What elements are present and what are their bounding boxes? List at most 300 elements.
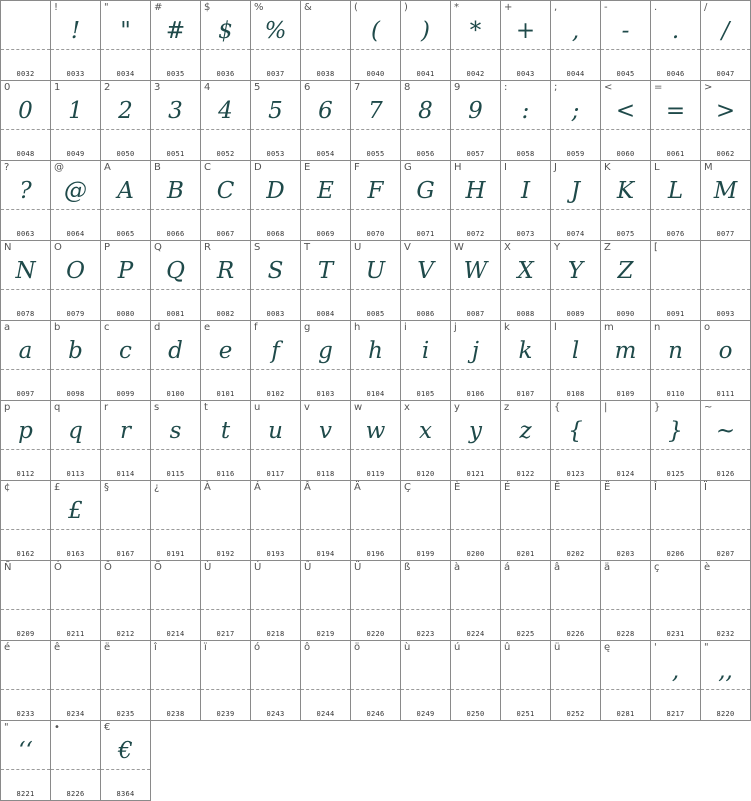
baseline-guide <box>451 289 500 290</box>
baseline-guide <box>401 369 450 370</box>
baseline-guide <box>101 529 150 530</box>
font-glyph: : <box>521 98 530 124</box>
glyph-cell <box>350 0 401 81</box>
reference-character: ę <box>604 642 611 653</box>
glyph-cell <box>150 560 201 641</box>
baseline-guide <box>51 129 100 130</box>
character-code: 0194 <box>316 550 335 558</box>
character-code: 0118 <box>316 470 335 478</box>
character-code: 0235 <box>116 710 135 718</box>
glyph-cell <box>0 640 51 721</box>
font-glyph: z <box>519 418 532 444</box>
font-glyph: 3 <box>168 98 183 124</box>
baseline-guide <box>651 609 700 610</box>
reference-character: k <box>504 322 510 333</box>
font-glyph: r <box>120 418 131 444</box>
baseline-guide <box>351 129 400 130</box>
character-code: 0102 <box>266 390 285 398</box>
baseline-guide <box>251 609 300 610</box>
character-code: 0056 <box>416 150 435 158</box>
baseline-guide <box>151 609 200 610</box>
reference-character: # <box>154 2 163 13</box>
reference-character: < <box>604 82 613 93</box>
character-code: 0063 <box>16 230 35 238</box>
reference-character: î <box>154 642 157 653</box>
glyph-cell <box>550 80 601 161</box>
reference-character: + <box>504 2 513 13</box>
baseline-guide <box>551 529 600 530</box>
reference-character: W <box>454 242 464 253</box>
baseline-guide <box>401 689 450 690</box>
reference-character: Ö <box>154 562 162 573</box>
reference-character: > <box>704 82 713 93</box>
baseline-guide <box>251 129 300 130</box>
character-code: 0066 <box>166 230 185 238</box>
reference-character: ( <box>354 2 358 13</box>
reference-character: á <box>504 562 511 573</box>
baseline-guide <box>251 369 300 370</box>
reference-character: $ <box>204 2 211 13</box>
glyph-cell <box>550 480 601 561</box>
glyph-cell <box>500 0 551 81</box>
character-code: 0077 <box>716 230 735 238</box>
font-glyph: 9 <box>468 98 483 124</box>
character-code: 8364 <box>116 790 135 798</box>
glyph-cell <box>650 560 701 641</box>
font-glyph: y <box>469 418 482 444</box>
baseline-guide <box>1 289 50 290</box>
reference-character: : <box>504 82 508 93</box>
reference-character: " <box>104 2 109 13</box>
character-code: 0058 <box>516 150 535 158</box>
character-code: 0233 <box>16 710 35 718</box>
reference-character: } <box>654 402 661 413</box>
character-code: 0250 <box>466 710 485 718</box>
character-code: 0053 <box>266 150 285 158</box>
reference-character: ó <box>254 642 261 653</box>
baseline-guide <box>601 369 650 370</box>
reference-character: w <box>354 402 363 413</box>
reference-character: Y <box>554 242 561 253</box>
font-glyph: L <box>667 178 684 204</box>
glyph-cell <box>600 480 651 561</box>
glyph-cell <box>50 240 101 321</box>
character-code: 0231 <box>666 630 685 638</box>
character-code: 0082 <box>216 310 235 318</box>
character-code: 0220 <box>366 630 385 638</box>
font-glyph: / <box>721 18 730 44</box>
baseline-guide <box>251 449 300 450</box>
glyph-cell <box>500 240 551 321</box>
glyph-cell <box>550 640 601 721</box>
baseline-guide <box>201 689 250 690</box>
glyph-cell <box>250 560 301 641</box>
baseline-guide <box>401 129 450 130</box>
glyph-cell <box>100 480 151 561</box>
reference-character: é <box>4 642 11 653</box>
character-code: 0048 <box>16 150 35 158</box>
character-code: 0040 <box>366 70 385 78</box>
baseline-guide <box>151 129 200 130</box>
glyph-cell <box>550 0 601 81</box>
font-glyph: s <box>169 418 182 444</box>
reference-character: F <box>354 162 360 173</box>
reference-character: - <box>604 2 608 13</box>
character-code: 0079 <box>66 310 85 318</box>
glyph-cell <box>550 400 601 481</box>
reference-character: Ú <box>254 562 262 573</box>
reference-character: È <box>454 482 461 493</box>
glyph-cell <box>50 160 101 241</box>
glyph-cell <box>100 720 151 801</box>
reference-character: e <box>204 322 211 333</box>
glyph-cell <box>600 560 651 641</box>
font-glyph: a <box>18 338 33 364</box>
glyph-cell <box>650 320 701 401</box>
font-glyph: < <box>615 98 636 124</box>
character-code: 8220 <box>716 710 735 718</box>
glyph-cell <box>200 80 251 161</box>
font-glyph: q <box>68 418 83 444</box>
character-code: 0124 <box>616 470 635 478</box>
font-glyph: ? <box>19 178 32 204</box>
reference-character: ~ <box>704 402 713 413</box>
font-glyph: R <box>216 258 235 284</box>
reference-character: E <box>304 162 311 173</box>
glyph-cell <box>400 0 451 81</box>
character-code: 0232 <box>716 630 735 638</box>
baseline-guide <box>451 49 500 50</box>
character-code: 0059 <box>566 150 585 158</box>
reference-character: Ä <box>354 482 361 493</box>
font-glyph: 5 <box>268 98 283 124</box>
baseline-guide <box>401 529 450 530</box>
reference-character: 6 <box>304 82 311 93</box>
baseline-guide <box>151 209 200 210</box>
baseline-guide <box>601 209 650 210</box>
reference-character: l <box>554 322 557 333</box>
reference-character: J <box>554 162 557 173</box>
reference-character: ¢ <box>4 482 11 493</box>
baseline-guide <box>301 609 350 610</box>
character-code: 0049 <box>66 150 85 158</box>
glyph-cell <box>550 560 601 641</box>
character-code: 0238 <box>166 710 185 718</box>
baseline-guide <box>51 289 100 290</box>
glyph-cell <box>450 240 501 321</box>
character-code: 0110 <box>666 390 685 398</box>
baseline-guide <box>501 449 550 450</box>
reference-character: Z <box>604 242 611 253</box>
reference-character: G <box>404 162 412 173</box>
font-glyph: 0 <box>18 98 33 124</box>
glyph-cell <box>200 160 251 241</box>
font-glyph: H <box>465 178 486 204</box>
character-code: 0072 <box>466 230 485 238</box>
reference-character: Ï <box>704 482 707 493</box>
glyph-cell <box>700 0 751 81</box>
reference-character: A <box>104 162 111 173</box>
glyph-cell <box>200 480 251 561</box>
glyph-cell <box>700 160 751 241</box>
glyph-cell <box>350 80 401 161</box>
character-code: 0065 <box>116 230 135 238</box>
character-code: 0046 <box>666 70 685 78</box>
character-code: 0076 <box>666 230 685 238</box>
character-code: 0202 <box>566 550 585 558</box>
character-code: 0209 <box>16 630 35 638</box>
reference-character: z <box>504 402 510 413</box>
baseline-guide <box>551 369 600 370</box>
character-code: 0068 <box>266 230 285 238</box>
reference-character: M <box>704 162 713 173</box>
glyph-cell <box>350 160 401 241</box>
glyph-cell <box>350 640 401 721</box>
glyph-cell <box>50 560 101 641</box>
reference-character: y <box>454 402 460 413</box>
baseline-guide <box>551 129 600 130</box>
glyph-cell <box>0 160 51 241</box>
glyph-cell <box>200 560 251 641</box>
glyph-cell <box>450 560 501 641</box>
glyph-cell <box>100 0 151 81</box>
baseline-guide <box>451 209 500 210</box>
reference-character: ê <box>54 642 61 653</box>
font-glyph: B <box>167 178 184 204</box>
glyph-cell <box>550 160 601 241</box>
reference-character: ; <box>554 82 558 93</box>
reference-character: " <box>4 722 9 733</box>
character-code: 0064 <box>66 230 85 238</box>
reference-character: Â <box>304 482 311 493</box>
glyph-cell <box>600 400 651 481</box>
reference-character: u <box>254 402 261 413</box>
baseline-guide <box>101 689 150 690</box>
font-glyph: N <box>15 258 36 284</box>
reference-character: £ <box>54 482 61 493</box>
character-code: 0207 <box>716 550 735 558</box>
glyph-cell <box>600 320 651 401</box>
reference-character: ù <box>404 642 411 653</box>
glyph-cell <box>400 400 451 481</box>
font-glyph: Y <box>567 258 584 284</box>
baseline-guide <box>401 49 450 50</box>
glyph-cell <box>700 560 751 641</box>
reference-character: Ô <box>104 562 112 573</box>
font-glyph: M <box>713 178 738 204</box>
character-code: 0105 <box>416 390 435 398</box>
baseline-guide <box>201 209 250 210</box>
reference-character: B <box>154 162 161 173</box>
character-code: 0080 <box>116 310 135 318</box>
character-code: 0246 <box>366 710 385 718</box>
character-code: 0097 <box>16 390 35 398</box>
font-glyph: 1 <box>68 98 83 124</box>
font-glyph: J <box>570 178 581 204</box>
character-code: 0070 <box>366 230 385 238</box>
baseline-guide <box>151 369 200 370</box>
glyph-cell <box>300 640 351 721</box>
reference-character: ' <box>654 642 657 653</box>
character-code: 0104 <box>366 390 385 398</box>
font-glyph: V <box>417 258 434 284</box>
reference-character: | <box>604 402 608 413</box>
reference-character: Q <box>154 242 162 253</box>
reference-character: 9 <box>454 82 461 93</box>
baseline-guide <box>101 209 150 210</box>
font-glyph: 7 <box>368 98 383 124</box>
reference-character: 5 <box>254 82 261 93</box>
glyph-cell <box>350 240 401 321</box>
baseline-guide <box>701 49 750 50</box>
glyph-cell <box>400 160 451 241</box>
baseline-guide <box>1 609 50 610</box>
font-glyph: u <box>268 418 283 444</box>
baseline-guide <box>701 369 750 370</box>
glyph-cell <box>250 240 301 321</box>
character-code: 0093 <box>716 310 735 318</box>
character-code: 0111 <box>716 390 735 398</box>
reference-character: j <box>454 322 457 333</box>
glyph-cell <box>500 160 551 241</box>
character-code: 0099 <box>116 390 135 398</box>
character-code: 0206 <box>666 550 685 558</box>
baseline-guide <box>651 449 700 450</box>
baseline-guide <box>251 209 300 210</box>
reference-character: ? <box>4 162 10 173</box>
character-code: 0101 <box>216 390 235 398</box>
font-glyph: 8 <box>418 98 433 124</box>
character-code: 0061 <box>666 150 685 158</box>
glyph-cell <box>450 160 501 241</box>
baseline-guide <box>201 49 250 50</box>
reference-character: h <box>354 322 361 333</box>
baseline-guide <box>501 689 550 690</box>
font-glyph: . <box>671 18 680 44</box>
font-glyph: Q <box>166 258 185 284</box>
character-code: 0244 <box>316 710 335 718</box>
character-code: 0045 <box>616 70 635 78</box>
character-code: 0083 <box>266 310 285 318</box>
baseline-guide <box>501 209 550 210</box>
baseline-guide <box>101 49 150 50</box>
baseline-guide <box>701 129 750 130</box>
reference-character: Ù <box>204 562 212 573</box>
character-code: 0223 <box>416 630 435 638</box>
baseline-guide <box>201 289 250 290</box>
glyph-cell <box>0 560 51 641</box>
baseline-guide <box>201 449 250 450</box>
reference-character: f <box>254 322 258 333</box>
character-code: 0073 <box>516 230 535 238</box>
font-glyph: 4 <box>218 98 233 124</box>
reference-character: ö <box>354 642 361 653</box>
baseline-guide <box>501 529 550 530</box>
character-code: 0042 <box>466 70 485 78</box>
glyph-cell <box>0 80 51 161</box>
baseline-guide <box>301 209 350 210</box>
baseline-guide <box>601 449 650 450</box>
font-glyph: d <box>168 338 183 364</box>
glyph-cell <box>150 0 201 81</box>
glyph-cell <box>300 240 351 321</box>
glyph-cell <box>700 480 751 561</box>
baseline-guide <box>301 49 350 50</box>
baseline-guide <box>351 209 400 210</box>
character-code: 0251 <box>516 710 535 718</box>
reference-character: D <box>254 162 262 173</box>
glyph-cell <box>650 400 701 481</box>
baseline-guide <box>651 49 700 50</box>
glyph-cell <box>400 320 451 401</box>
baseline-guide <box>251 529 300 530</box>
font-glyph: O <box>66 258 85 284</box>
reference-character: a <box>4 322 11 333</box>
font-glyph: + <box>515 18 536 44</box>
character-code: 0119 <box>366 470 385 478</box>
glyph-cell <box>50 480 101 561</box>
reference-character: À <box>204 482 211 493</box>
glyph-cell <box>150 480 201 561</box>
font-glyph: S <box>267 258 284 284</box>
font-glyph: m <box>614 338 637 364</box>
character-code: 0122 <box>516 470 535 478</box>
glyph-cell <box>100 240 151 321</box>
glyph-cell <box>650 0 701 81</box>
character-code: 0067 <box>216 230 235 238</box>
font-glyph: v <box>319 418 332 444</box>
character-code: 0103 <box>316 390 335 398</box>
font-glyph: } <box>668 418 683 444</box>
reference-character: = <box>654 82 663 93</box>
glyph-cell <box>250 160 301 241</box>
character-code: 8226 <box>66 790 85 798</box>
reference-character: 4 <box>204 82 211 93</box>
character-code: 0249 <box>416 710 435 718</box>
font-glyph: = <box>665 98 686 124</box>
character-code: 0162 <box>16 550 35 558</box>
character-code: 0107 <box>516 390 535 398</box>
reference-character: S <box>254 242 261 253</box>
baseline-guide <box>151 529 200 530</box>
baseline-guide <box>51 49 100 50</box>
reference-character: s <box>154 402 160 413</box>
character-code: 0112 <box>16 470 35 478</box>
font-glyph: # <box>165 18 186 44</box>
font-glyph: ,, <box>718 658 733 684</box>
character-code: 0062 <box>716 150 735 158</box>
glyph-cell <box>350 560 401 641</box>
baseline-guide <box>601 609 650 610</box>
glyph-cell <box>700 240 751 321</box>
baseline-guide <box>51 769 100 770</box>
reference-character: Ü <box>354 562 362 573</box>
glyph-cell <box>500 640 551 721</box>
glyph-cell <box>250 480 301 561</box>
baseline-guide <box>51 529 100 530</box>
baseline-guide <box>651 129 700 130</box>
reference-character: û <box>504 642 511 653</box>
glyph-cell <box>300 160 351 241</box>
character-code: 0201 <box>516 550 535 558</box>
font-glyph: , <box>671 658 680 684</box>
glyph-cell <box>0 240 51 321</box>
character-code: 0239 <box>216 710 235 718</box>
baseline-guide <box>1 369 50 370</box>
reference-character: Ë <box>604 482 611 493</box>
glyph-cell <box>300 320 351 401</box>
reference-character: 8 <box>404 82 411 93</box>
